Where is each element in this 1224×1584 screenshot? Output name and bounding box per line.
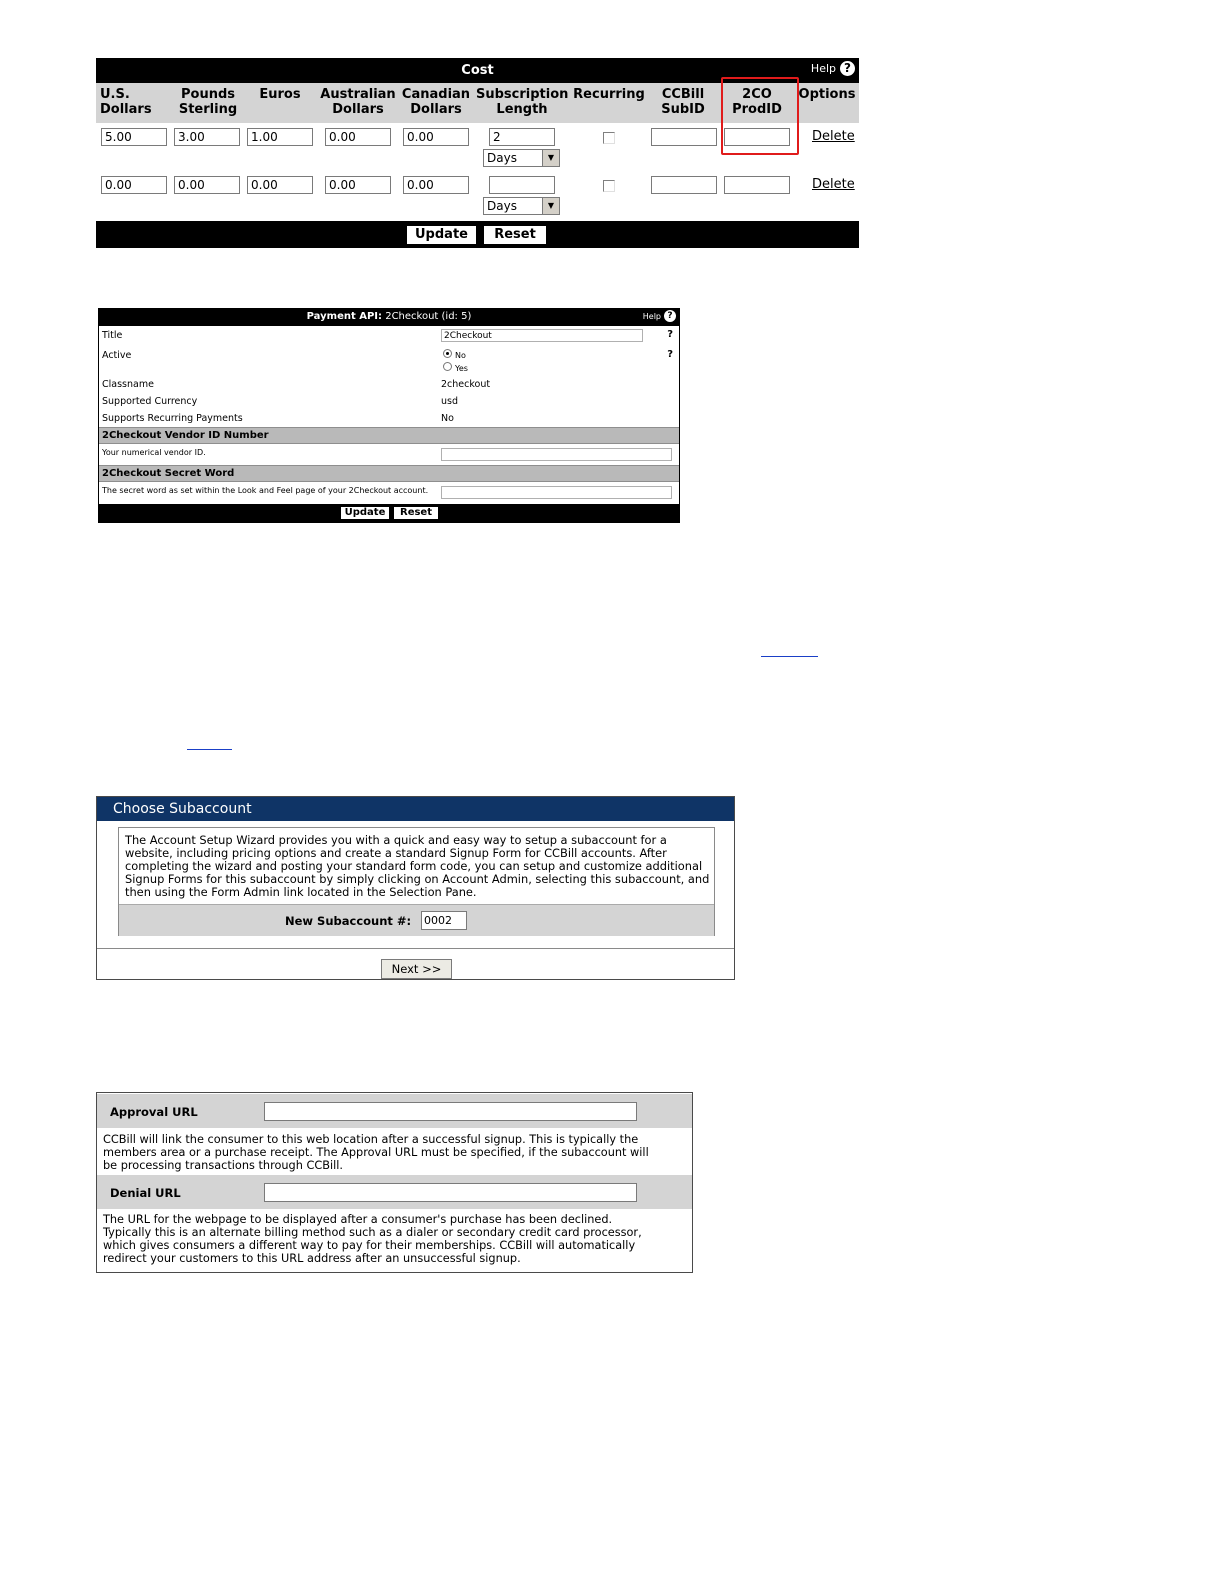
radio-selected-icon[interactable] bbox=[443, 349, 452, 358]
panel-subtitle: 2Checkout (id: 5) bbox=[385, 311, 472, 322]
approval-url-label: Approval URL bbox=[110, 1105, 198, 1119]
cost-title: Cost bbox=[461, 63, 494, 78]
denial-url-description: The URL for the webpage to be displayed after a consumer's purchase has been declined. Typically this is an alternate billing method such as a dialer or secondary credit card processor, which gives consumers a different way to pay for their memberships. CCBill will automatically redirect your customers to this URL address after an unsuccessful signup. bbox=[103, 1213, 642, 1265]
period-select[interactable]: Days ▼ bbox=[483, 149, 560, 167]
usd-input[interactable] bbox=[101, 176, 167, 194]
title-input[interactable] bbox=[441, 329, 643, 342]
update-button[interactable]: Update bbox=[406, 225, 477, 245]
classname-label: Classname bbox=[102, 379, 154, 390]
vendor-id-input[interactable] bbox=[441, 448, 672, 461]
gbp-input[interactable] bbox=[174, 176, 240, 194]
classname-value: 2checkout bbox=[441, 379, 491, 390]
subaccount-title: Choose Subaccount bbox=[113, 801, 252, 817]
col-aud: Australian Dollars bbox=[320, 87, 396, 117]
aud-input[interactable] bbox=[325, 176, 391, 194]
recurring-label: Supports Recurring Payments bbox=[102, 413, 243, 424]
update-button[interactable]: Update bbox=[340, 506, 390, 520]
aud-input[interactable] bbox=[325, 128, 391, 146]
vendor-description: Your numerical vendor ID. bbox=[102, 448, 206, 457]
secret-word-input[interactable] bbox=[441, 486, 672, 499]
vendor-heading: 2Checkout Vendor ID Number bbox=[99, 427, 679, 444]
approval-url-row bbox=[97, 1094, 692, 1128]
chevron-down-icon[interactable]: ▼ bbox=[542, 150, 559, 166]
new-subaccount-input[interactable] bbox=[421, 911, 467, 930]
approval-url-description: CCBill will link the consumer to this web location after a successful signup. This is typically the members area or a purchase receipt. The Approval URL must be specified, if the subaccount will be processing transactions through CCBill. bbox=[103, 1133, 649, 1172]
payment-api-panel bbox=[98, 308, 680, 523]
help-q-icon[interactable]: ? bbox=[667, 349, 673, 360]
subscription-length-input[interactable] bbox=[489, 176, 555, 194]
api-footer bbox=[99, 504, 679, 522]
help-q-icon[interactable]: ? bbox=[667, 329, 673, 340]
period-select[interactable]: Days ▼ bbox=[483, 197, 560, 215]
title-label: Title bbox=[102, 330, 123, 341]
subscription-length-input[interactable] bbox=[489, 128, 555, 146]
ccbill-subid-input[interactable] bbox=[651, 128, 717, 146]
next-button[interactable]: Next >> bbox=[381, 959, 452, 979]
cad-input[interactable] bbox=[403, 128, 469, 146]
2co-prodid-input[interactable] bbox=[724, 176, 790, 194]
payment-api-header bbox=[99, 309, 679, 326]
choose-subaccount-panel bbox=[96, 796, 735, 980]
divider bbox=[97, 948, 734, 949]
active-no-option[interactable]: No bbox=[443, 349, 468, 362]
panel-title: Payment API: bbox=[306, 311, 383, 322]
col-eur: Euros bbox=[259, 87, 301, 102]
cost-footer bbox=[96, 221, 859, 248]
col-usd: U.S. Dollars bbox=[100, 87, 152, 117]
help-link[interactable]: Help ? bbox=[643, 310, 676, 322]
help-icon[interactable]: ? bbox=[664, 310, 676, 322]
currency-value: usd bbox=[441, 396, 459, 407]
eur-input[interactable] bbox=[247, 176, 313, 194]
col-options: Options bbox=[798, 87, 856, 102]
gbp-input[interactable] bbox=[174, 128, 240, 146]
help-label: Help bbox=[810, 62, 836, 75]
delete-link[interactable]: Delete bbox=[812, 177, 855, 192]
reset-button[interactable]: Reset bbox=[483, 225, 547, 245]
secret-heading: 2Checkout Secret Word bbox=[99, 465, 679, 482]
delete-link[interactable]: Delete bbox=[812, 129, 855, 144]
col-2co-prodid: 2CO ProdID bbox=[732, 87, 782, 117]
hyperlink-underline[interactable] bbox=[761, 656, 818, 657]
denial-url-input[interactable] bbox=[264, 1183, 637, 1202]
denial-url-label: Denial URL bbox=[110, 1186, 181, 1200]
cad-input[interactable] bbox=[403, 176, 469, 194]
new-subaccount-label: New Subaccount #: bbox=[285, 914, 412, 928]
new-subaccount-row bbox=[119, 904, 714, 936]
currency-label: Supported Currency bbox=[102, 396, 198, 407]
subaccount-header bbox=[97, 797, 734, 821]
secret-description: The secret word as set within the Look and Feel page of your 2Checkout account. bbox=[102, 486, 429, 495]
col-ccbill-subid: CCBill SubID bbox=[661, 87, 705, 117]
radio-icon[interactable] bbox=[443, 362, 452, 371]
denial-url-row bbox=[97, 1175, 692, 1209]
active-label: Active bbox=[102, 350, 132, 361]
ccbill-subid-input[interactable] bbox=[651, 176, 717, 194]
recurring-checkbox[interactable] bbox=[603, 180, 615, 192]
url-settings-panel bbox=[96, 1092, 693, 1273]
hyperlink-underline[interactable] bbox=[187, 749, 232, 750]
help-icon[interactable]: ? bbox=[840, 61, 855, 76]
recurring-checkbox[interactable] bbox=[603, 132, 615, 144]
col-gbp: Pounds Sterling bbox=[178, 87, 238, 117]
chevron-down-icon[interactable]: ▼ bbox=[542, 198, 559, 214]
usd-input[interactable] bbox=[101, 128, 167, 146]
col-subscription-length: Subscription Length bbox=[476, 87, 569, 117]
col-recurring: Recurring bbox=[573, 87, 645, 102]
recurring-value: No bbox=[441, 413, 454, 424]
col-cad: Canadian Dollars bbox=[401, 87, 471, 117]
subaccount-description: The Account Setup Wizard provides you with a quick and easy way to setup a subaccount for a website, including pricing options and create a standard Signup Form for CCBill accounts. After completing the wizard and posting your standard form code, you can setup and customize additional Signup Forms for this subaccount by simply clicking on Account Admin, selecting this subaccount, and then using the Form Admin link located in the Selection Pane. bbox=[125, 833, 710, 899]
highlight-box bbox=[721, 77, 799, 155]
help-link[interactable] bbox=[811, 61, 855, 76]
active-yes-option[interactable]: Yes bbox=[443, 362, 468, 375]
subaccount-inner bbox=[118, 827, 715, 936]
eur-input[interactable] bbox=[247, 128, 313, 146]
reset-button[interactable]: Reset bbox=[393, 506, 439, 520]
active-radio-group bbox=[443, 349, 468, 375]
approval-url-input[interactable] bbox=[264, 1102, 637, 1121]
